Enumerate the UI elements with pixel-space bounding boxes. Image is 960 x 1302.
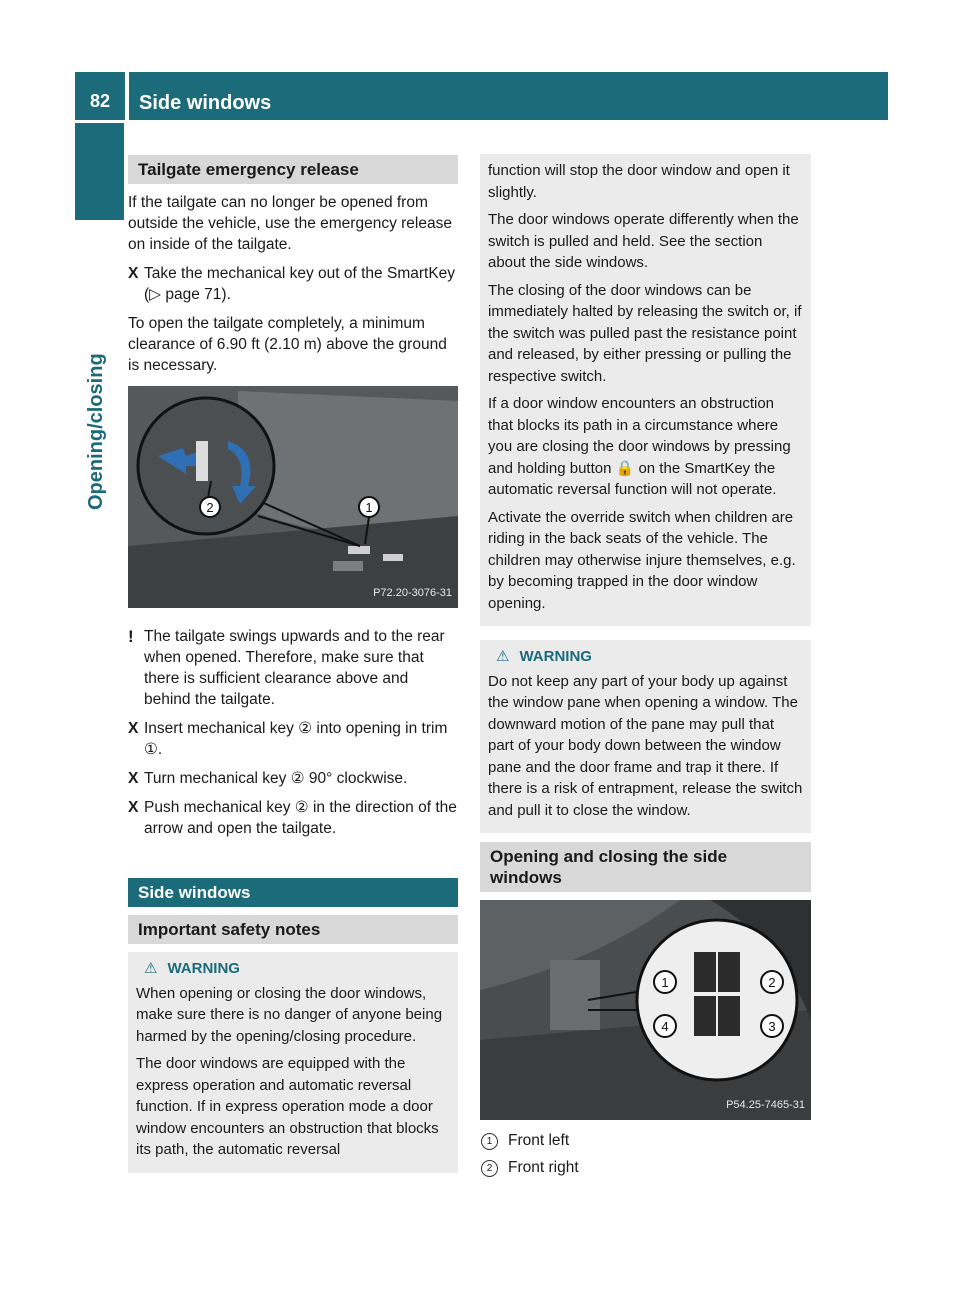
subsection-heading: Opening and closing the side windows <box>480 842 811 892</box>
warning-text: function will stop the door window and open it slightly. <box>488 162 790 201</box>
opening-section <box>480 842 811 1184</box>
figure-code: P54.25-7465-31 <box>726 1099 805 1111</box>
step-item: X Insert mechanical key ② into opening in trim ①. <box>128 720 448 758</box>
warning-text: The door windows operate differently when the switch is pulled and held. See the section about the side windows. <box>488 211 799 271</box>
step-item: X Push mechanical key ② in the direction of the arrow and open the tailgate. <box>128 799 457 837</box>
warning-text: Activate the override switch when children are riding in the back seats of the vehicle. The children may otherwise injure themselves, e.g. by becoming trapped in the door window opening. <box>488 508 796 612</box>
section-tab <box>75 123 124 220</box>
window-switch-illustration <box>480 900 811 1120</box>
tailgate-illustration <box>128 386 458 608</box>
legend-item: 2 Front right <box>480 1157 811 1178</box>
warning-box-continued <box>480 154 811 626</box>
header-divider <box>125 72 129 120</box>
warning-label: ⚠ WARNING <box>136 958 450 980</box>
svg-text:4: 4 <box>661 1019 669 1034</box>
step-item: X Turn mechanical key ② 90° clockwise. <box>128 770 408 787</box>
svg-text:1: 1 <box>661 975 669 990</box>
svg-text:3: 3 <box>768 1019 776 1034</box>
legend-item: 1 Front left <box>480 1130 811 1151</box>
warning-triangle-icon: ⚠ <box>496 648 510 665</box>
svg-text:2: 2 <box>768 975 776 990</box>
right-column <box>480 154 811 833</box>
page-header <box>75 72 888 120</box>
window-switch-figure <box>480 900 811 1120</box>
left-column <box>128 155 458 847</box>
tailgate-heading: Tailgate emergency release <box>128 155 458 184</box>
subsection-heading: Important safety notes <box>128 915 458 944</box>
svg-text:2: 2 <box>206 500 214 515</box>
warning-triangle-icon: ⚠ <box>144 960 158 977</box>
section-label: Opening/closing <box>85 353 107 510</box>
warning-label: ⚠ WARNING <box>488 646 803 668</box>
warning-text: The closing of the door windows can be immediately halted by releasing the switch or, if the switch was pulled past the resistance point and released, by either pressing or pulling the respective switch. <box>488 281 802 385</box>
tailgate-intro: If the tailgate can no longer be opened from outside the vehicle, use the emergency release on inside of the tailgate. <box>128 194 452 253</box>
warning-box <box>480 640 811 833</box>
page-number: 82 <box>89 91 111 111</box>
page-title: Side windows <box>139 92 272 114</box>
warning-text: When opening or closing the door windows, make sure there is no danger of anyone being harmed by the opening/closing procedure. <box>136 984 443 1045</box>
caution-note: ! The tailgate swings upwards and to the rear when opened. Therefore, make sure that there is sufficient clearance above and behind the tailgate. <box>128 627 445 708</box>
warning-text: Do not keep any part of your body up against the window pane when opening a window. The downward motion of the pane may pull that part of your body down between the window pane and the door frame and trap it there. If there is a risk of entrapment, release the switch and pull it to close the window. <box>488 672 803 819</box>
warning-text: If a door window encounters an obstruction that blocks its path in a circumstance where you are closing the door windows by pressing and holding button 🔒 on the SmartKey the automatic reversal function will not operate. <box>488 395 791 498</box>
tailgate-figure <box>128 386 458 608</box>
warning-box <box>128 952 458 1173</box>
figure-code: P72.20-3076-31 <box>373 587 452 599</box>
svg-text:1: 1 <box>365 500 373 515</box>
warning-text: The door windows are equipped with the express operation and automatic reversal function. If in express operation mode a door window encounters an obstruction that blocks its path, the automatic reversal <box>136 1055 439 1158</box>
side-windows-section <box>128 878 458 1173</box>
clearance-text: To open the tailgate completely, a minimum clearance of 6.90 ft (2.10 m) above the ground is necessary. <box>128 315 447 374</box>
step-item: X Take the mechanical key out of the SmartKey (▷ page 71). <box>128 265 456 303</box>
section-heading: Side windows <box>128 878 458 907</box>
